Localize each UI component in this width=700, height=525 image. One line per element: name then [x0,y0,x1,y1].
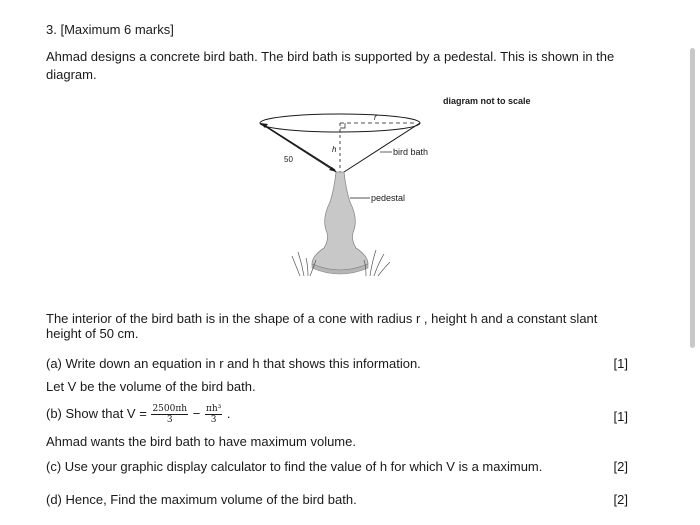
description-line-2: height of 50 cm. [46,326,139,341]
part-d-marks: [2] [613,492,628,507]
fraction-1-denominator: 3 [166,415,173,425]
part-a-marks: [1] [613,356,628,371]
label-pedestal: pedestal [371,193,406,203]
minus-sign: − [192,405,201,421]
fraction-1-numerator: 2500πh [152,404,188,414]
let-v-text: Let V be the volume of the bird bath. [46,379,256,394]
intro-line-1: Ahmad designs a concrete bird bath. The bird bath is supported by a pedestal. This is shown in the [46,49,615,64]
label-r: r [374,113,377,122]
fraction-2-denominator: 3 [210,415,217,425]
part-b-marks: [1] [613,409,628,424]
intro-line-2: diagram. [46,67,97,82]
fraction-2-numerator: πh³ [205,404,222,414]
part-b-end: . [226,405,231,421]
pedestal-shape [312,172,368,270]
description-line-1: The interior of the bird bath is in the shape of a cone with radius r , height h and a constant slant [46,311,598,326]
fraction-1 [151,404,188,425]
max-volume-text: Ahmad wants the bird bath to have maximum volume. [46,434,356,449]
diagram-note: diagram not to scale [443,96,531,106]
bird-bath-diagram [250,90,550,290]
part-a-text: (a) Write down an equation in r and h that shows this information. [46,356,421,371]
scrollbar-thumb[interactable] [690,48,695,348]
part-b-text [46,404,230,425]
part-c-marks: [2] [613,459,628,474]
label-bird-bath: bird bath [393,147,429,157]
question-header: 3. [Maximum 6 marks] [46,22,174,37]
label-h: h [332,145,337,154]
part-b-prefix: (b) Show that V = [46,405,147,421]
label-slant-50: 50 [284,155,293,164]
part-c-text: (c) Use your graphic display calculator to find the value of h for which V is a maximum. [46,459,543,474]
part-d-text: (d) Hence, Find the maximum volume of the bird bath. [46,492,357,507]
fraction-2 [205,404,222,425]
